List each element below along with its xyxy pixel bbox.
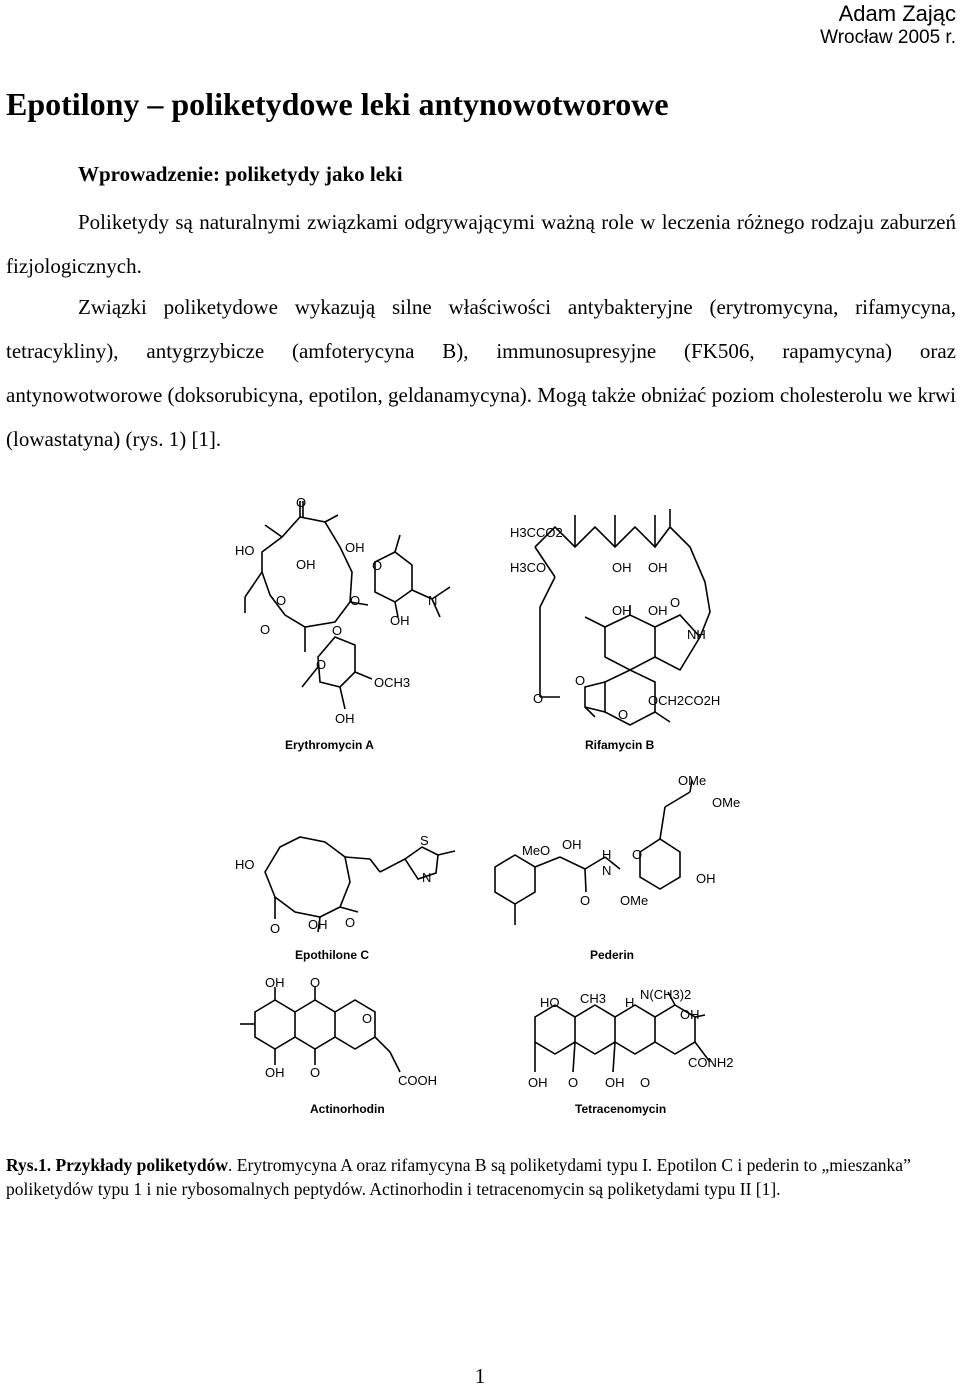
figure-caption [6, 1153, 956, 1201]
erythro-label-6: N [428, 593, 438, 608]
author-name: Adam Zając [838, 1, 956, 26]
rifa-label-4: OH [612, 603, 632, 618]
erythro-label-1: HO [235, 543, 255, 558]
erythromycin-name: Erythromycin A [285, 738, 374, 752]
tetra-label-0: HO [540, 995, 560, 1010]
erythromycin-structure [235, 495, 450, 752]
tetra-label-1: CH3 [580, 991, 607, 1006]
page-number: 1 [474, 1364, 486, 1388]
document-title: Epotilony – poliketydowe leki antynowotworowe [6, 86, 669, 122]
erythro-label-2: OH [296, 557, 316, 572]
tetra-label-7: O [568, 1075, 579, 1090]
tetra-label-2: H [625, 995, 635, 1010]
epothilone-name: Epothilone C [295, 948, 369, 962]
caption-label: Rys.1. Przykłady poliketydów [6, 1155, 229, 1175]
ped-label-9: OMe [620, 893, 649, 908]
epo-label-0: HO [235, 857, 255, 872]
pederin-structure [495, 773, 740, 962]
epo-label-5: O [345, 915, 356, 930]
paragraph-1: Poliketydy są naturalnymi związkami odgrywającymi ważną role w leczenia różnego rodzaju zaburzeń fizjologicznych. [6, 210, 956, 278]
ped-label-3: OH [562, 837, 582, 852]
ped-label-7: OH [696, 871, 716, 886]
erythro-label-5: O [276, 593, 287, 608]
rifamycin-structure [510, 509, 720, 752]
erythro-label-8: O [260, 622, 271, 637]
acti-label-0: OH [265, 975, 285, 990]
erythro-label-3: OH [345, 540, 365, 555]
erythro-label-10: O [350, 593, 361, 608]
acti-label-5: COOH [398, 1073, 437, 1088]
pederin-name: Pederin [590, 948, 635, 962]
ped-label-5: N [602, 863, 612, 878]
author-block [820, 2, 956, 50]
ped-label-1: OMe [712, 795, 741, 810]
erythro-label-9: O [332, 623, 343, 638]
caption-text: . Erytromycyna A oraz rifamycyna B są poliketydami typu I. Epotilon C i pederin to „mieszanka” poliketydów typu 1 i nie rybosomalnych peptydów. Actinorhodin i tetracenomycin są poliketydami typu II [1]. [6, 1155, 911, 1199]
rifamycin-name: Rifamycin B [585, 738, 655, 752]
tetracenomycin-name: Tetracenomycin [575, 1102, 667, 1116]
epo-label-2: N [422, 870, 432, 885]
erythro-label-0: O [296, 495, 307, 510]
ped-label-6: O [632, 847, 643, 862]
rifa-label-3: OH [648, 560, 668, 575]
actinorhodin-structure [240, 975, 437, 1116]
ped-label-2: MeO [522, 843, 551, 858]
ped-label-0: OMe [678, 773, 707, 788]
rifa-label-2: OH [612, 560, 632, 575]
tetra-label-6: OH [528, 1075, 548, 1090]
erythro-label-11: O [316, 657, 327, 672]
acti-label-4: O [310, 1065, 321, 1080]
rifa-label-8: O [575, 673, 586, 688]
rifa-label-0: H3CCO2 [510, 525, 563, 540]
epo-label-1: S [420, 833, 429, 848]
tetra-label-8: OH [605, 1075, 625, 1090]
tetracenomycin-structure [528, 987, 734, 1116]
acti-label-2: O [362, 1011, 373, 1026]
erythro-label-7: OH [390, 613, 410, 628]
polyketides-figure [200, 487, 760, 1127]
epothilone-structure [235, 833, 455, 962]
tetra-label-3: N(CH3)2 [640, 987, 692, 1002]
rifa-label-11: OCH2CO2H [648, 693, 721, 708]
erythro-label-4: O [372, 558, 383, 573]
tetra-label-9: O [640, 1075, 651, 1090]
place-date: Wrocław 2005 r. [820, 27, 956, 48]
erythro-label-13: OH [335, 711, 355, 726]
rifa-label-5: OH [648, 603, 668, 618]
epo-label-4: OH [308, 917, 328, 932]
rifa-label-1: H3CO [510, 560, 547, 575]
ped-label-4: H [602, 847, 612, 862]
ped-label-8: O [580, 893, 591, 908]
actinorhodin-name: Actinorhodin [310, 1102, 385, 1116]
tetra-label-5: CONH2 [688, 1055, 734, 1070]
section-heading: Wprowadzenie: poliketydy jako leki [78, 162, 403, 186]
tetra-label-4: OH [680, 1007, 700, 1022]
paragraph-2: Związki poliketydowe wykazują silne właściwości antybakteryjne (erytromycyna, rifamycyna, tetracykliny), antygrzybicze (amfoterycyna B), immunosupresyjne (FK506, rapamycyna) oraz antynowotworowe (doksorubicyna, epotilon, geldanamycyna). Mogą także obniżać poziom cholesterolu we krwi (lowastatyna) (rys. 1) [1]. [6, 295, 956, 451]
rifa-label-10: O [618, 707, 629, 722]
erythro-label-12: OCH3 [374, 675, 411, 690]
epo-label-3: O [270, 921, 281, 936]
rifa-label-9: O [533, 691, 544, 706]
acti-label-1: O [310, 975, 321, 990]
rifa-label-6: O [670, 595, 681, 610]
rifa-label-7: NH [687, 627, 706, 642]
acti-label-3: OH [265, 1065, 285, 1080]
